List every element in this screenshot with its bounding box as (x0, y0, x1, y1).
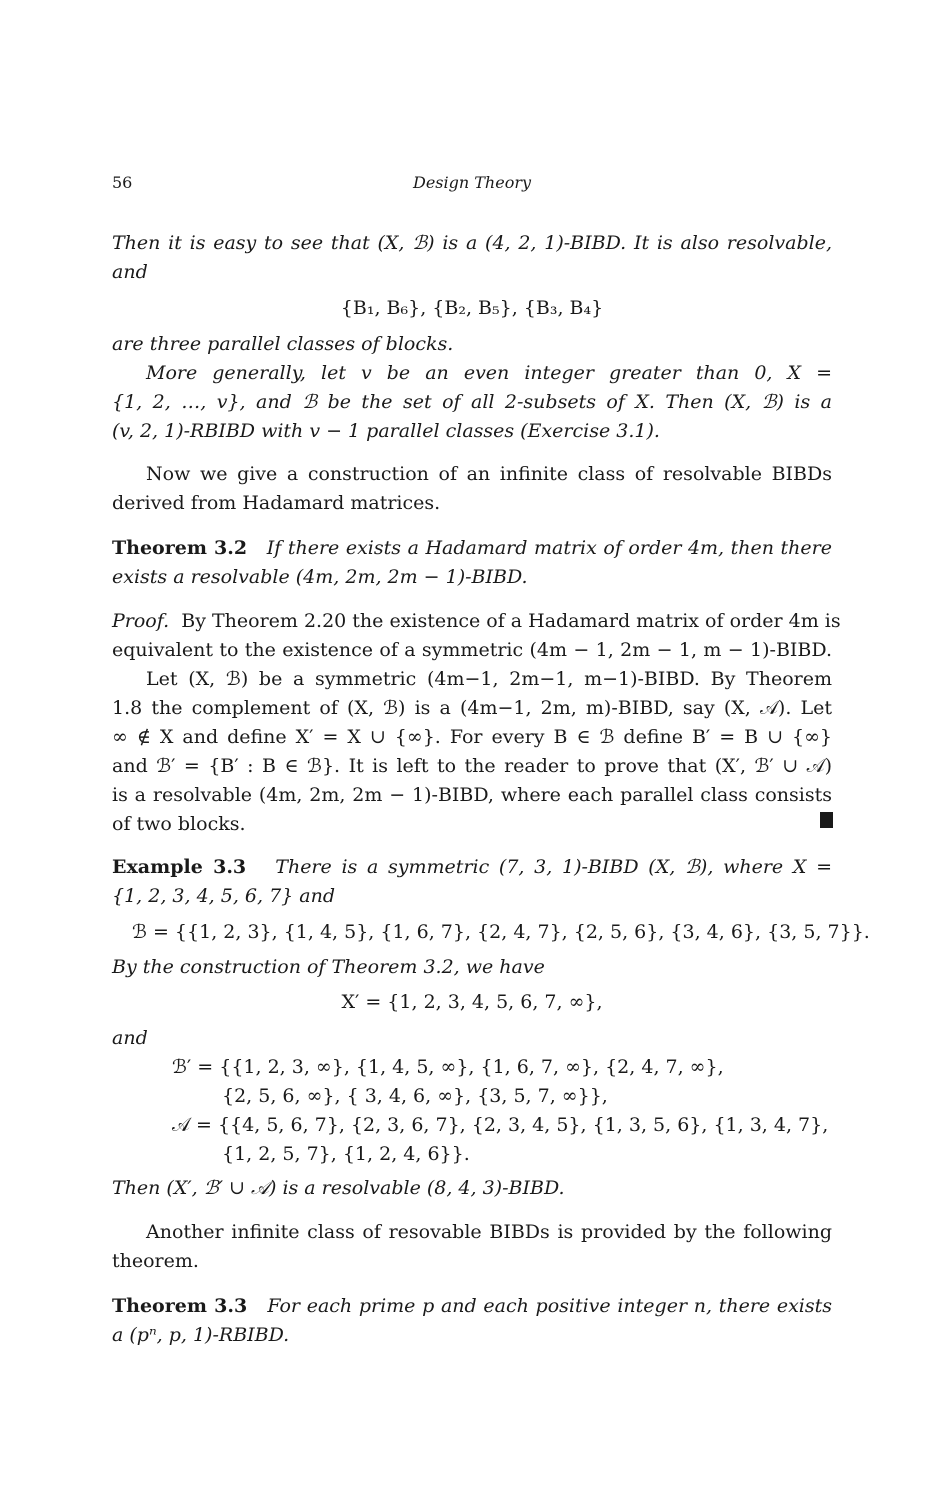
theorem-3-3 (112, 1292, 832, 1321)
page-header (112, 168, 832, 194)
example-label: Example 3.3 (112, 856, 247, 878)
text-line: exists a resolvable (4m, 2m, 2m − 1)-BIBD. (112, 566, 528, 588)
text-line: {1, 2, 3, 4, 5, 6, 7} and (112, 885, 336, 907)
text-line: By the construction of Theorem 3.2, we have (112, 956, 545, 978)
text-line: is a resolvable (4m, 2m, 2m − 1)-BIBD, where each parallel class consists (112, 784, 832, 806)
display-equation: X′ = {1, 2, 3, 4, 5, 6, 7, ∞}, (341, 991, 603, 1013)
text-line: Then (X′, ℬ′ ∪ 𝒜) is a resolvable (8, 4, 3)-BIBD. (112, 1177, 565, 1199)
theorem-text: If there exists a Hadamard matrix of order 4m, then there (266, 537, 832, 559)
example-text: There is a symmetric (7, 3, 1)-BIBD (X, ℬ), where X = (275, 856, 832, 878)
theorem-3-2 (112, 534, 832, 563)
display-equation: ℬ′ = {{1, 2, 3, ∞}, {1, 4, 5, ∞}, {1, 6, 7, ∞}, {2, 4, 7, ∞}, (172, 1056, 724, 1078)
theorem-label: Theorem 3.2 (112, 537, 248, 559)
example-3-3 (112, 853, 832, 882)
text-line: and ℬ′ = {B′ : B ∈ ℬ}. It is left to the reader to prove that (X′, ℬ′ ∪ 𝒜) (112, 755, 832, 777)
text-line: 1.8 the complement of (X, ℬ) is a (4m−1, 2m, m)-BIBD, say (X, 𝒜). Let (112, 697, 832, 719)
text-line: Then it is easy to see that (X, ℬ) is a (4, 2, 1)-BIBD. It is also resolvable, (112, 232, 832, 254)
text-line: theorem. (112, 1250, 199, 1272)
qed-mark (820, 812, 833, 828)
running-title: Design Theory (412, 173, 532, 192)
theorem-label: Theorem 3.3 (112, 1295, 248, 1317)
display-equation: {1, 2, 5, 7}, {1, 2, 4, 6}}. (222, 1143, 470, 1165)
text-line: are three parallel classes of blocks. (112, 333, 454, 355)
text-line: and (112, 261, 148, 283)
text-line: of two blocks. (112, 813, 246, 835)
display-equation: {2, 5, 6, ∞}, { 3, 4, 6, ∞}, {3, 5, 7, ∞}}, (222, 1085, 608, 1107)
text-line: equivalent to the existence of a symmetric (4m − 1, 2m − 1, m − 1)-BIBD. (112, 639, 832, 661)
text-line: derived from Hadamard matrices. (112, 492, 441, 514)
display-equation: {B₁, B₆}, {B₂, B₅}, {B₃, B₄} (340, 297, 604, 319)
proof-label: Proof. (112, 610, 170, 632)
text-line: Now we give a construction of an infinite class of resolvable BIBDs (146, 463, 832, 485)
text-line: (v, 2, 1)-RBIBD with v − 1 parallel classes (Exercise 3.1). (112, 420, 660, 442)
page-number: 56 (112, 173, 133, 192)
theorem-text: For each prime p and each positive integer n, there exists (267, 1295, 833, 1317)
text-line: More generally, let v be an even integer greater than 0, X = (146, 362, 832, 384)
proof-text: By Theorem 2.20 the existence of a Hadamard matrix of order 4m is (181, 610, 841, 632)
text-line: ∞ ∉ X and define X′ = X ∪ {∞}. For every B ∈ ℬ define B′ = B ∪ {∞} (112, 726, 832, 748)
text-line: and (112, 1027, 148, 1049)
display-equation: 𝒜 = {{4, 5, 6, 7}, {2, 3, 6, 7}, {2, 3, 4, 5}, {1, 3, 5, 6}, {1, 3, 4, 7}, (172, 1114, 829, 1136)
proof-start (112, 607, 841, 636)
text-line: Another infinite class of resovable BIBDs is provided by the following (146, 1221, 832, 1243)
text-line: {1, 2, …, v}, and ℬ be the set of all 2-subsets of X. Then (X, ℬ) is a (112, 391, 832, 413)
text-line: a (pⁿ, p, 1)-RBIBD. (112, 1324, 290, 1346)
text-line: Let (X, ℬ) be a symmetric (4m−1, 2m−1, m−1)-BIBD. By Theorem (146, 668, 832, 690)
display-equation: ℬ = {{1, 2, 3}, {1, 4, 5}, {1, 6, 7}, {2, 4, 7}, {2, 5, 6}, {3, 4, 6}, {3, 5, 7}}. (132, 921, 870, 943)
